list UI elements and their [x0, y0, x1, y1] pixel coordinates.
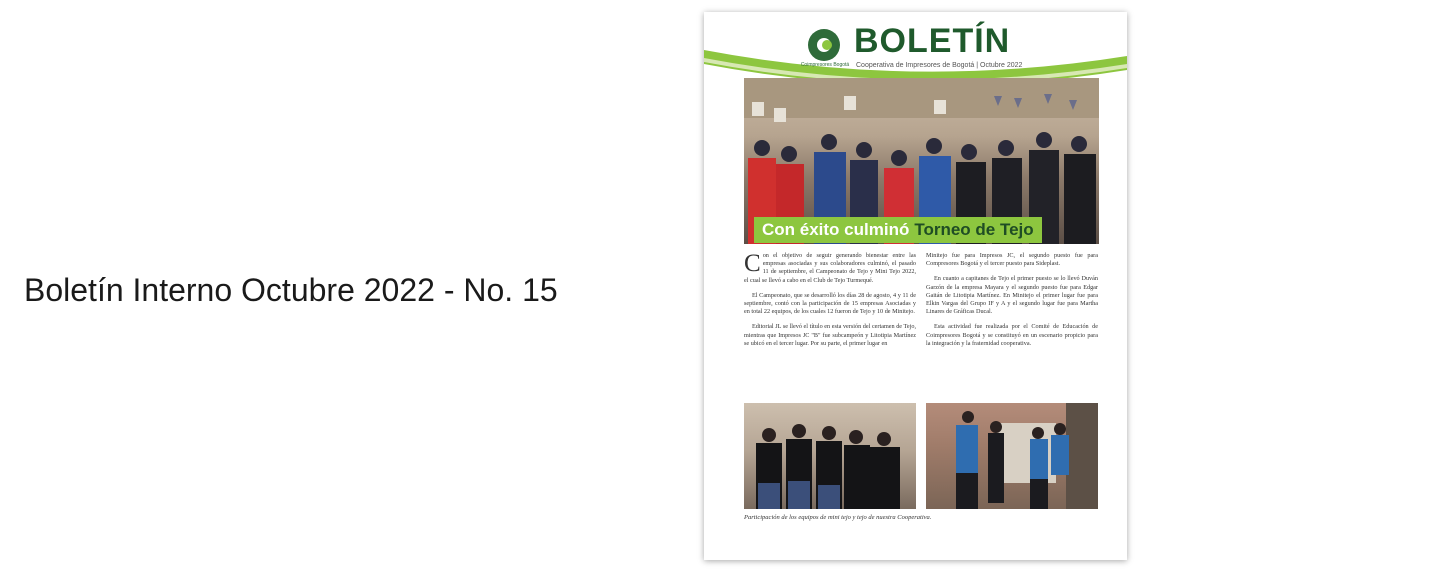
photo-tejo-players: [926, 403, 1098, 509]
article-paragraph: Minitejo fue para Impresos JC, el segundo puesto fue para Compresores Bogotá y el tercer puesto para Sideplast.: [926, 252, 1098, 268]
headline-part1: Con éxito culminó: [762, 220, 910, 239]
bulletin-page: [704, 12, 1127, 560]
dropcap: C: [744, 252, 761, 277]
logo-dot-icon: [822, 40, 832, 50]
headline-banner: [754, 217, 1042, 243]
bulletin-title: BOLETÍN: [854, 22, 1011, 60]
article-paragraph: Esta actividad fue realizada por el Comité de Educación de Coimpresores Bogotá y se constituyó en un escenario propicio para la integración y la fraternidad cooperativa.: [926, 323, 1098, 347]
bulletin-subtitle: Cooperativa de Impresores de Bogotá | Octubre 2022: [856, 62, 1023, 69]
logo-text: Coimpresores Bogotá: [800, 62, 850, 68]
article-paragraph: on el objetivo de seguir generando bienestar entre las empresas asociadas y sus colaboradores culminó, el pasado 11 de septiembre, el Campeonato de Tejo y Mini Tejo 2022, el cual se llevó a cabo en el Club de Tejo Turmequé.: [744, 252, 916, 284]
article-paragraph: En cuanto a capitanes de Tejo el primer puesto se lo llevó Duván Garzón de la empresa Mayara y el segundo puesto fue para Edgar Gaitán de Litotipia Martínez. En Minitejo el primer lugar fue para Elkin Vargas del Grupo IF y A y el segundo lugar fue para Martha Linares de Gráficas Ducal.: [926, 275, 1098, 316]
article-column-right: [926, 252, 1098, 398]
article-paragraph: Editorial JL se llevó el título en esta versión del certamen de Tejo, mientras que Impresos JC "B" fue subcampeón y Litotipia Martínez se ubicó en el tercer lugar. Por su parte, el primer lugar en: [744, 323, 916, 347]
document-caption: Boletín Interno Octubre 2022 - No. 15: [24, 272, 558, 308]
article-paragraph: El Campeonato, que se desarrolló los días 28 de agosto, 4 y 11 de septiembre, contó con la participación de 15 empresas Asociadas y en total 22 equipos, de los cuales 12 fueron de Tejo y 10 de Minitejo.: [744, 291, 916, 316]
photo-caption: Participación de los equipos de mini tejo y tejo de nuestra Cooperativa.: [744, 514, 932, 521]
headline-part2: Torneo de Tejo: [914, 220, 1034, 239]
article-column-left: [744, 252, 916, 398]
photo-minitejo-team: [744, 403, 916, 509]
